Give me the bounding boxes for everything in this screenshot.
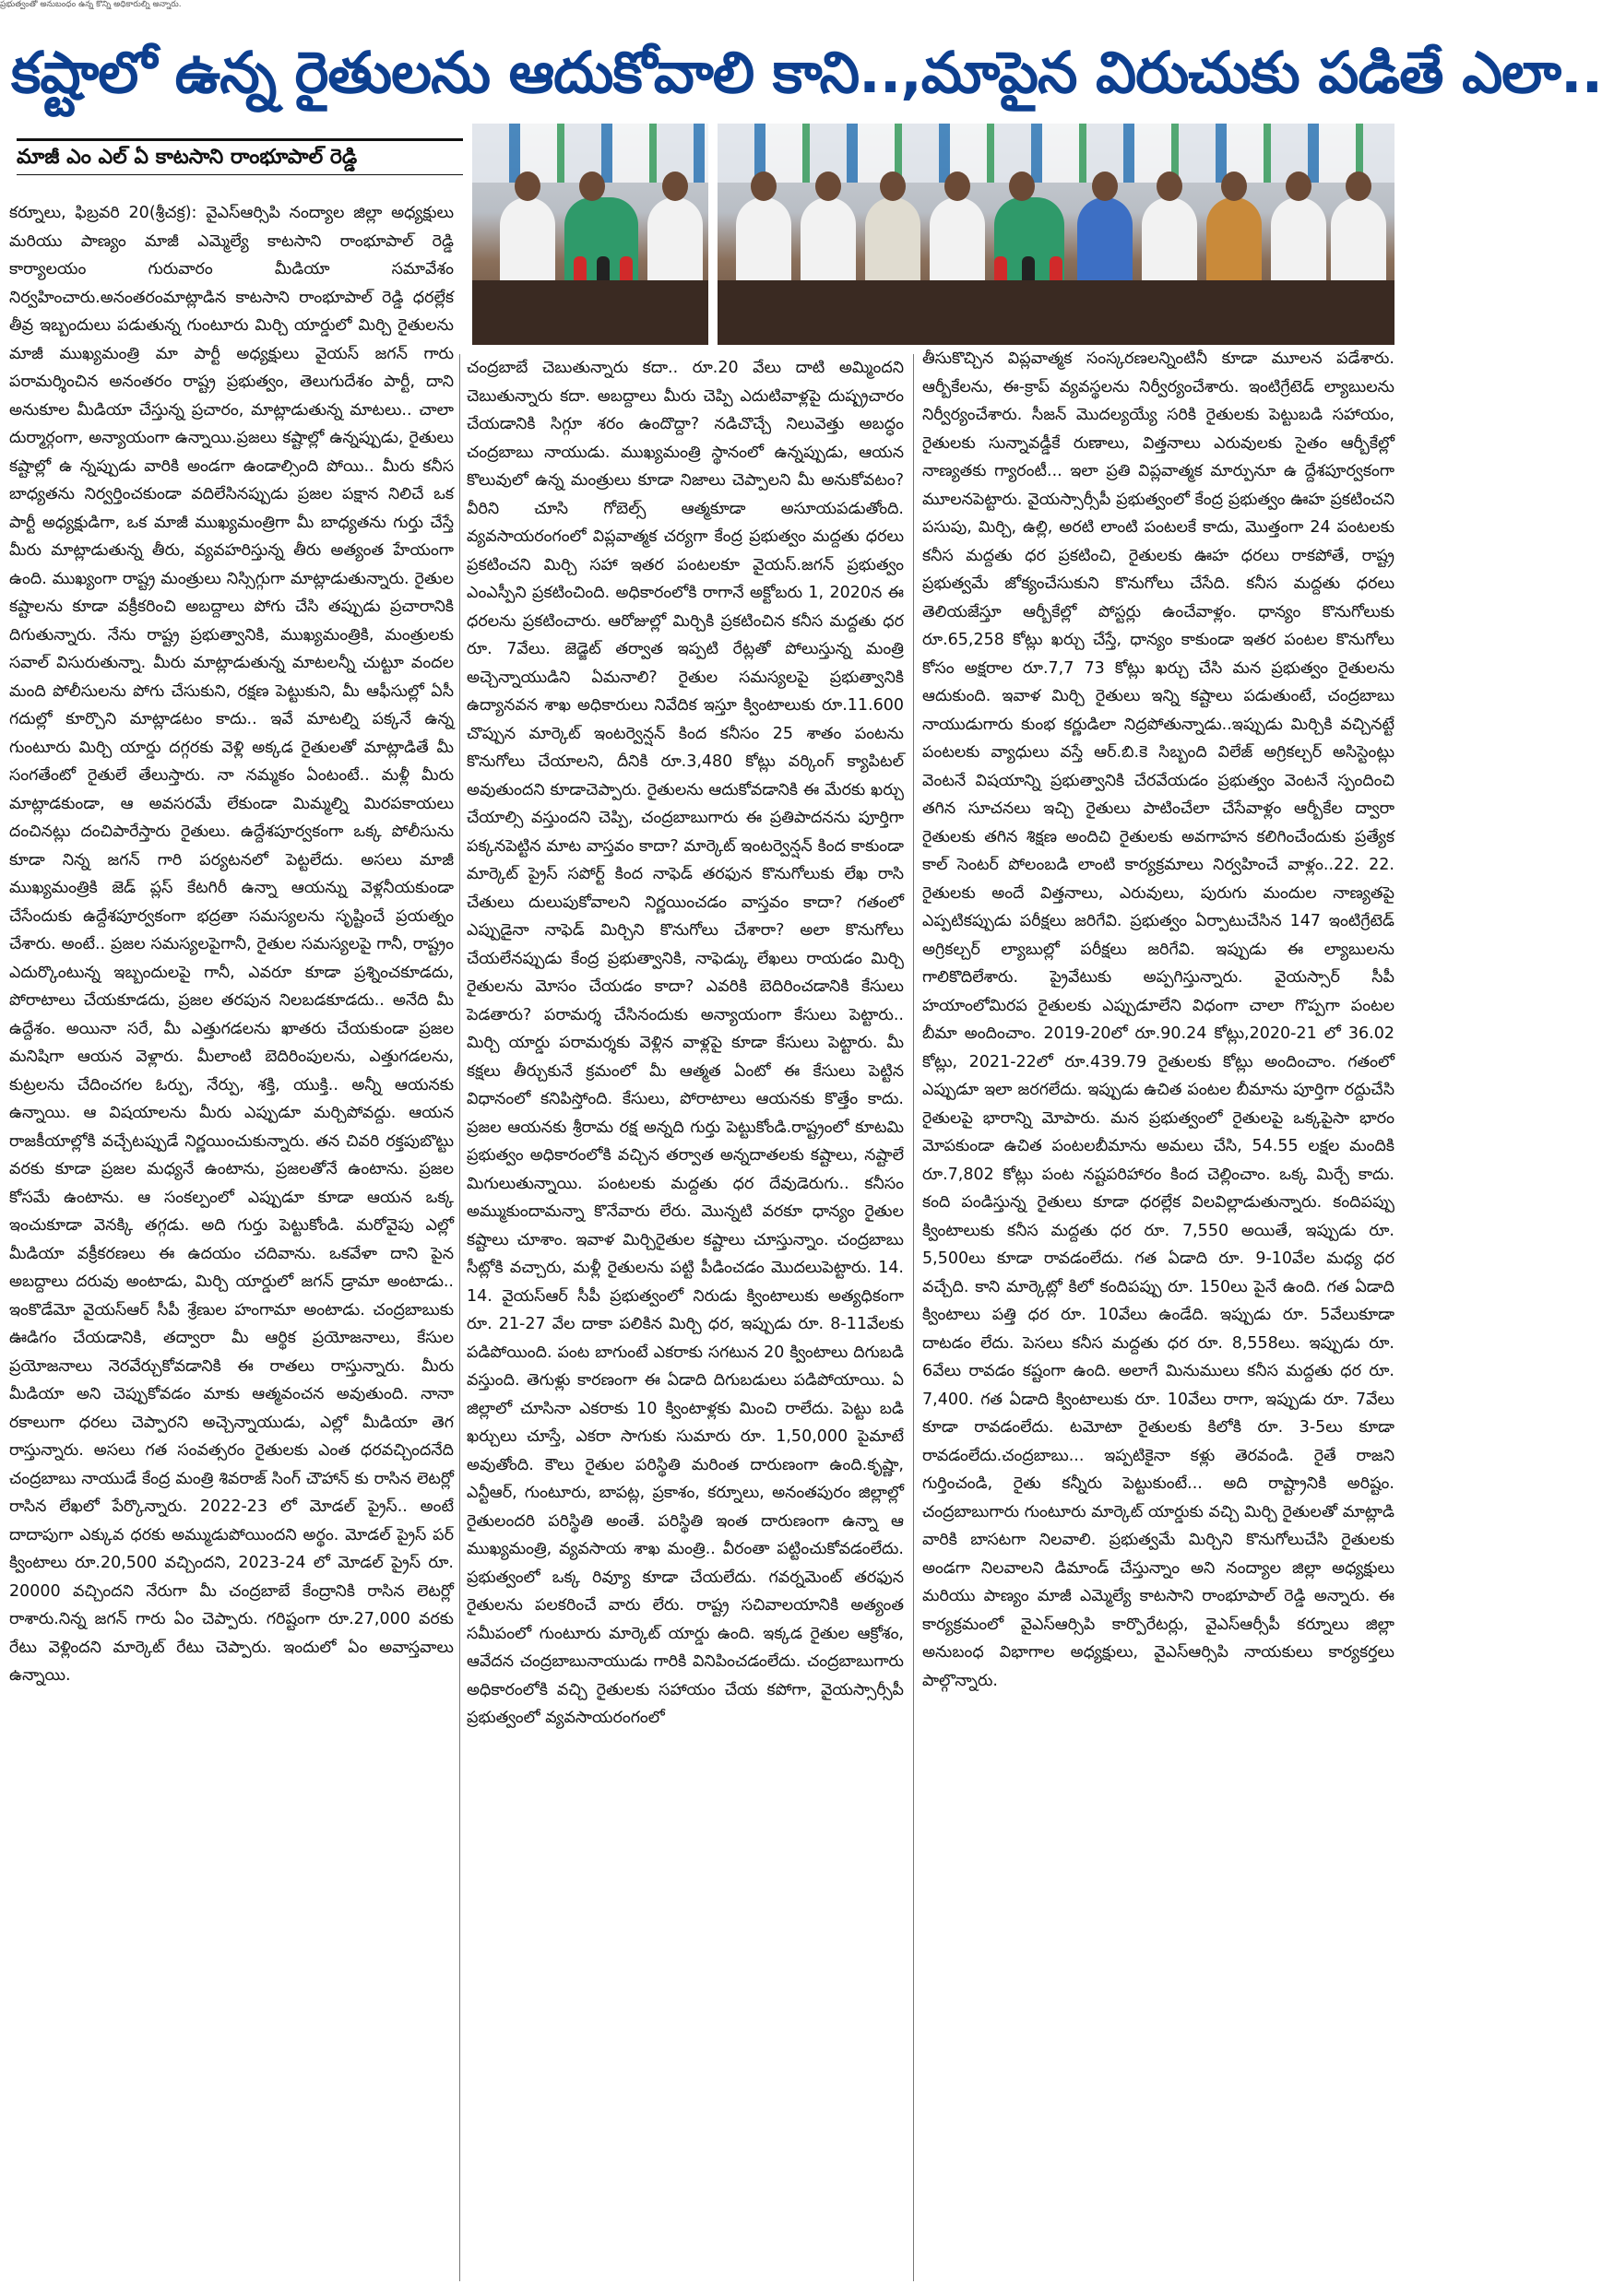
column-divider: [459, 354, 460, 2281]
press-meet-photo-wide: [718, 124, 1394, 345]
article-byline: మాజీ ఎం ఎల్ ఏ కాటసాని రాంభూపాల్ రెడ్డి: [17, 138, 463, 175]
press-meet-photo-closeup: [472, 124, 708, 345]
column-divider: [913, 354, 914, 2281]
article-column-1: కర్నూలు, ఫిబ్రవరి 20(శ్రీచక్ర): వైఎస్ఆర్సిపి నంద్యాల జిల్లా అధ్యక్షులు మరియు పాణ్యం మాజీ ఎమ్మెల్యే కాటసాని రాంభూపాల్ రెడ్డి కార్యాలయం గురువారం మీడియా సమావేశం నిర్వహించారు.అనంతరంమాట్లాడిన కాటసాని రాంభూపాల్ రెడ్డి ధరల్లేక తీవ్ర ఇబ్బందులు పడుతున్న గుంటూరు మిర్చి యార్డులో మిర్చి రైతులను మాజీ ముఖ్యమంత్రి మా పార్టీ అధ్యక్షులు వైయస్ జగన్ గారు పరామర్శించిన అనంతరం రాష్ట్ర ప్రభుత్వం, తెలుగుదేశం పార్టీ, దాని అనుకూల మీడియా చేస్తున్న ప్రచారం, మాట్లాడుతున్న మాటలు.. చాలా దుర్మార్గంగా, అన్యాయంగా ఉన్నాయి.ప్రజలు కష్టాల్లో ఉన్నప్పుడు, రైతులు కష్టాల్లో ఉ న్నప్పుడు వారికి అండగా ఉండాల్సింది పోయి.. మీరు కనీస బాధ్యతను నిర్వర్తించకుండా వదిలేసినప్పుడు ప్రజల పక్షాన నిలిచే ఒక పార్టీ అధ్యక్షుడిగా, ఒక మాజీ ముఖ్యమంత్రిగా మీ బాధ్యతను గుర్తు చేస్తే మీరు మాట్లాడుతున్న తీరు, వ్యవహరిస్తున్న తీరు అత్యంత హేయంగా ఉంది. ముఖ్యంగా రాష్ట్ర మంత్రులు నిస్సిగ్గుగా మాట్లాడుతున్నారు. రైతుల కష్టాలను కూడా వక్రీకరించి అబద్దాలు పోగు చేసి తప్పుడు ప్రచారానికి దిగుతున్నారు. నేను రాష్ట్ర ప్రభుత్వానికి, ముఖ్యమంత్రికి, మంత్రులకు సవాల్ విసురుతున్నా. మీరు మాట్లాడుతున్న మాటలన్నీ చుట్టూ వందల మంది పోలీసులను పోగు చేసుకుని, రక్షణ పెట్టుకుని, మీ ఆఫీసుల్లో ఏసీ గదుల్లో కూర్చొని మాట్లాడటం కాదు.. ఇవే మాటల్ని పక్కనే ఉన్న గుంటూరు మిర్చి యార్డు దగ్గరకు వెళ్లి అక్కడ రైతులతో మాట్లాడితే మీ సంగతేంటో రైతులే తేలుస్తారు. నా నమ్మకం ఏంటంటే.. మళ్లీ మీరు మాట్లాడకుండా, ఆ అవసరమే లేకుండా మిమ్మల్ని మిరపకాయలు దంచినట్లు దంచిపారేస్తారు రైతులు. ఉద్దేశపూర్వకంగా ఒక్క పోలీసును కూడా నిన్న జగన్ గారి పర్యటనలో పెట్టలేదు. అసలు మాజీ ముఖ్యమంత్రికి జెడ్ ప్లస్ కేటగిరీ ఉన్నా ఆయన్ను వెళ్లనీయకుండా చేసేందుకు ఉద్దేశపూర్వకంగా భద్రతా సమస్యలను సృష్టించే ప్రయత్నం చేశారు. అంటే.. ప్రజల సమస్యలపైగానీ, రైతుల సమస్యలపై గానీ, రాష్ట్రం ఎదుర్కొంటున్న ఇబ్బందులపై గానీ, ఎవరూ కూడా ప్రశ్నించకూడదు, పోరాటాలు చేయకూడదు, ప్రజల తరపున నిలబడకూడదు.. అనేది మీ ఉద్దేశం. అయినా సరే, మీ ఎత్తుగడలను ఖాతరు చేయకుండా ప్రజల మనిషిగా ఆయన వెళ్లారు. మీలాంటి బెదిరింపులను, ఎత్తుగడలను, కుట్రలను చేదించగల ఓర్పు, నేర్పు, శక్తి, యుక్తి.. అన్నీ ఆయనకు ఉన్నాయి. ఆ విషయాలను మీరు ఎప్పుడూ మర్చిపోవద్దు. ఆయన రాజకీయాల్లోకి వచ్చేటప్పుడే నిర్ణయించుకున్నారు. తన చివరి రక్తపుబొట్టు వరకు కూడా ప్రజల మధ్యనే ఉంటాను, ప్రజలతోనే ఉంటాను. ప్రజల కోసమే ఉంటాను. ఆ సంకల్పంలో ఎప్పుడూ కూడా ఆయన ఒక్క ఇంచుకూడా వెనక్కి తగ్గడు. అది గుర్తు పెట్టుకోండి. మరోవైపు ఎల్లో మీడియా వక్రీకరణలు ఈ ఉదయం చదివాను. ఒకవేళా దాని పైన అబద్దాలు దరువు అంటాడు, మిర్చి యార్డులో జగన్ డ్రామా అంటాడు.. ఇంకొడేమో వైయస్ఆర్ సీపీ శ్రేణుల హంగామా అంటాడు. చంద్రబాబుకు ఊడిగం చేయడానికి, తద్వారా మీ ఆర్థిక ప్రయోజనాలు, కేసుల ప్రయోజనాలు నెరవేర్చుకోవడానికి ఈ రాతలు రాస్తున్నారు. మీరు మీడియా అని చెప్పుకోవడం మాకు ఆత్మవంచన అవుతుంది. నానా రకాలుగా ధరలు చెప్పారని అచ్చెన్నాయుడు, ఎల్లో మీడియా తెగ రాస్తున్నారు. అసలు గత సంవత్సరం రైతులకు ఎంత ధరవచ్చిందనేది చంద్రబాబు నాయుడే కేంద్ర మంత్రి శివరాజ్ సింగ్ చౌహాన్ కు రాసిన లెటర్లో రాసిన లేఖలో పేర్కొన్నారు. 2022-23 లో మోడల్ ప్రైస్.. అంటే దాదాపుగా ఎక్కువ ధరకు అమ్ముడుపోయిందని అర్థం. మోడల్ ప్రైస్ పర్ క్వింటాలు రూ.20,500 వచ్చిందని, 2023-24 లో మోడల్ ప్రైస్ రూ. 20000 వచ్చిందని నేరుగా మీ చంద్రబాబే కేంద్రానికి రాసిన లెటర్లో రాశారు.నిన్న జగన్ గారు ఏం చెప్పారు. గరిష్టంగా రూ.27,000 వరకు రేటు వెళ్లిందని మార్కెట్ రేటు చెప్పారు. ఇందులో ఏం అవాస్తవాలు ఉన్నాయి.: [9, 204, 454, 1685]
previous-article-tail: ప్రభుత్వంతో అనుబంధం ఉన్న కొన్ని అధికారుల్ని అన్నారు.: [0, 0, 182, 9]
article-column-2: చంద్రబాబే చెబుతున్నారు కదా.. రూ.20 వేలు దాటి అమ్మిందని చెబుతున్నారు కదా. అబద్దాలు మీరు చెప్పి ఎదుటివాళ్లపై దుష్ప్రచారం చేయడానికి సిగ్గూ శరం ఉందొద్దా? నడిచొచ్చే నిలువెత్తు అబద్ధం చంద్రబాబు నాయుడు. ముఖ్యమంత్రి స్థానంలో ఉన్నప్పుడు, ఆయన కొలువులో ఉన్న మంత్రులు కూడా నిజాలు చెప్పాలని మీ అనుకోవటం? వీరిని చూసి గోబెల్స్ ఆత్మకూడా అసూయపడుతోంది. వ్యవసాయరంగంలో విప్లవాత్మక చర్యగా కేంద్ర ప్రభుత్వం మద్దతు ధరలు ప్రకటించని మిర్చి సహా ఇతర పంటలకూ వైయస్.జగన్ ప్రభుత్వం ఎంఎస్పీని ప్రకటించింది. అధికారంలోకి రాగానే అక్టోబరు 1, 2020న ఈ ధరలను ప్రకటించారు. ఆరోజుల్లో మిర్చికి ప్రకటించిన కనీస మద్దతు ధర రూ. 7వేలు. జెడ్జెట్ తర్వాత ఇప్పటి రేట్లతో పోలుస్తున్న మంత్రి అచ్చెన్నాయుడిని ఏమనాలి? రైతుల సమస్యలపై ప్రభుత్వానికి ఉద్యానవన శాఖ అధికారులు నివేదిక ఇస్తూ క్వింటాలుకు రూ.11.600 చొప్పున మార్కెట్ ఇంటర్వెన్షన్ కింద కనీసం 25 శాతం పంటను కొనుగోలు చేయాలని, దీనికి రూ.3,480 కోట్లు వర్కింగ్ క్యాపిటల్ అవుతుందని కూడాచెప్పారు. రైతులను ఆదుకోవడానికి ఈ మేరకు ఖర్చు చేయాల్సి వస్తుందని చెప్పి, చంద్రబాబుగారు ఈ ప్రతిపాదనను పూర్తిగా పక్కనపెట్టిన మాట వాస్తవం కాదా? మార్కెట్ ఇంటర్వెన్షన్ కింద కాకుండా మార్కెట్ ప్రైస్ సపోర్ట్ కింద నాఫెడ్ తరఫున కొనుగోలుకు లేఖ రాసి చేతులు దులుపుకోవాలని నిర్ణయించడం వాస్తవం కాదా? గతంలో ఎప్పుడైనా నాఫెడ్ మిర్చిని కొనుగోలు చేశారా? అలా కొనుగోలు చేయలేనప్పుడు కేంద్ర ప్రభుత్వానికి, నాఫెడ్కు లేఖలు రాయడం మిర్చి రైతులను మోసం చేయడం కాదా? ఎవరికి బెదిరించడానికి కేసులు పెడతారు? పరామర్శ చేసినందుకు అన్యాయంగా కేసులు పెట్టారు.. మిర్చి యార్డు పరామర్శకు వెళ్లిన వాళ్లపై కూడా కేసులు పెట్టారు. మీ కక్షలు తీర్చుకునే క్రమంలో మీ ఆత్మత ఏంటో ఈ కేసులు పెట్టిన విధానంలో కనిపిస్తోంది. కేసులు, పోరాటాలు ఆయనకు కొత్తేం కాదు. ప్రజల ఆయనకు శ్రీరామ రక్ష అన్నది గుర్తు పెట్టుకోండి.రాష్ట్రంలో కూటమి ప్రభుత్వం అధికారంలోకి వచ్చిన తర్వాత అన్నదాతలకు కష్టాలు, నష్టాలే మిగులుతున్నాయి. పంటలకు మద్దతు ధర దేవుడెరుగు.. కనీసం అమ్ముకుందామన్నా కొనేవారు లేరు. మొన్నటి వరకూ ధాన్యం రైతుల కష్టాలు చూశాం. ఇవాళ మిర్చిరైతుల కష్టాలు చూస్తున్నాం. చంద్రబాబు సీట్లోకి వచ్చారు, మళ్లీ రైతులను పట్టి పీడించడం మొదలుపెట్టారు. 14. 14. వైయస్ఆర్ సీపీ ప్రభుత్వంలో నిరుడు క్వింటాలుకు అత్యధికంగా రూ. 21-27 వేల దాకా పలికిన మిర్చి ధర, ఇప్పుడు రూ. 8-11వేలకు పడిపోయింది. పంట బాగుంటే ఎకరాకు సగటున 20 క్వింటాలు దిగుబడి వస్తుంది. తెగుళ్లు కారణంగా ఈ ఏడాది దిగుబడులు పడిపోయాయి. ఏ జిల్లాలో చూసినా ఎకరాకు 10 క్వింటాళ్లకు మించి రాలేదు. పెట్టు బడి ఖర్చులు చూస్తే, ఎకరా సాగుకు సుమారు రూ. 1,50,000 పైమాటే అవుతోంది. కౌలు రైతుల పరిస్థితి మరింత దారుణంగా ఉంది.కృష్ణా, ఎన్టీఆర్, గుంటూరు, బాపట్ల, ప్రకాశం, కర్నూలు, అనంతపురం జిల్లాల్లో రైతులందరి పరిస్థితి అంతే. పరిస్థితి ఇంత దారుణంగా ఉన్నా ఆ ముఖ్యమంత్రి, వ్యవసాయ శాఖ మంత్రి.. వీరంతా పట్టించుకోవడంలేదు. ప్రభుత్వంలో ఒక్క రివ్యూ కూడా చేయలేదు. గవర్నమెంట్ తరఫున రైతులను పలకరించే వారు లేరు. రాష్ట్ర సచివాలయానికి అత్యంత సమీపంలో గుంటూరు మార్కెట్ యార్డు ఉంది. ఇక్కడ రైతుల ఆక్రోశం, ఆవేదన చంద్రబాబునాయుడు గారికి వినిపించడంలేదు. చంద్రబాబుగారు అధికారంలోకి వచ్చి రైతులకు సహాయం చేయ కపోగా, వైయస్సార్సీపీ ప్రభుత్వంలో వ్యవసాయరంగంలో: [467, 359, 904, 1727]
article-column-3: తీసుకొచ్చిన విప్లవాత్మక సంస్కరణలన్నింటినీ కూడా మూలన పడేశారు. ఆర్బీకేలను, ఈ-క్రాప్ వ్యవస్థలను నిర్వీర్యంచేశారు. ఇంటిగ్రేటెడ్ ల్యాబులను నిర్వీర్యంచేశారు. సీజన్ మొదల్యయ్యే సరికి రైతులకు పెట్టుబడి సహాయం, రైతులకు సున్నావడ్డీకే రుణాలు, విత్తనాలు ఎరువులకు సైతం ఆర్బీకేల్లో నాణ్యతకు గ్యారంటీ... ఇలా ప్రతి విప్లవాత్మక మార్పునూ ఉ ద్దేశపూర్వకంగా మూలనపెట్టారు. వైయస్సార్సీపీ ప్రభుత్వంలో కేంద్ర ప్రభుత్వం ఊహ ప్రకటించని పసుపు, మిర్చి, ఉల్లి, అరటి లాంటి పంటలకే కాదు, మొత్తంగా 24 పంటలకు కనీస మద్దతు ధర ప్రకటించి, రైతులకు ఊహ ధరలు రాకపోతే, రాష్ట్ర ప్రభుత్వమే జోక్యంచేసుకుని కొనుగోలు చేసేది. కనీస మద్దతు ధరలు తెలియజేస్తూ ఆర్బీకేల్లో పోస్టర్లు ఉంచేవాళ్లం. ధాన్యం కొనుగోలుకు రూ.65,258 కోట్లు ఖర్చు చేస్తే, ధాన్యం కాకుండా ఇతర పంటల కొనుగోలు కోసం అక్షరాల రూ.7,7 73 కోట్లు ఖర్చు చేసి మన ప్రభుత్వం రైతులను ఆదుకుంది. ఇవాళ మిర్చి రైతులు ఇన్ని కష్టాలు పడుతుంటే, చంద్రబాబు నాయుడుగారు కుంభ కర్ణుడిలా నిద్రపోతున్నాడు..ఇప్పుడు మిర్చికి వచ్చినట్టే పంటలకు వ్యాధులు వస్తే ఆర్.బి.కె సిబ్బంది విలేజ్ అగ్రికల్చర్ అసిస్టెంట్లు వెంటనే విషయాన్ని ప్రభుత్వానికి చేరవేయడం ప్రభుత్వం వెంటనే స్పందించి తగిన సూచనలు ఇచ్చి రైతులు పాటించేలా చేసేవాళ్లం ఆర్బీకేల ద్వారా రైతులకు తగిన శిక్షణ అందిచి రైతులకు అవగాహన కలిగించేందుకు ప్రత్యేక కాల్ సెంటర్ పోలంబడి లాంటి కార్యక్రమాలు నిర్వహించే వాళ్లం..22. 22. రైతులకు అందే విత్తనాలు, ఎరువులు, పురుగు మందుల నాణ్యతపై ఎప్పటికప్పుడు పరీక్షలు జరిగేవి. ప్రభుత్వం ఏర్పాటుచేసిన 147 ఇంటిగ్రేటెడ్ అగ్రికల్చర్ ల్యాబుల్లో పరీక్షలు జరిగేవి. ఇప్పుడు ఈ ల్యాబులను గాలికొదిలేశారు. ప్రైవేటుకు అప్పగిస్తున్నారు. వైయస్సార్ సీపీ హయాంలోమిరప రైతులకు ఎప్పుడూలేని విధంగా చాలా గొప్పగా పంటల బీమా అందించాం. 2019-20లో రూ.90.24 కోట్లు,2020-21 లో 36.02 కోట్లు, 2021-22లో రూ.439.79 రైతులకు కోట్లు అందించాం. గతంలో ఎప్పుడూ ఇలా జరగలేదు. ఇప్పుడు ఉచిత పంటల బీమాను పూర్తిగా రద్దుచేసి రైతులపై భారాన్ని మోపారు. మన ప్రభుత్వంలో రైతులపై ఒక్కపైసా భారం మోపకుండా ఉచిత పంటలబీమాను అమలు చేసి, 54.55 లక్షల మందికి రూ.7,802 కోట్లు పంట నష్టపరిహారం కింద చెల్లించాం. ఒక్క మిర్చే కాదు. కంది పండిస్తున్న రైతులు కూడా ధరల్లేక విలవిల్లాడుతున్నారు. కందిపప్పు క్వింటాలుకు కనీస మద్దతు ధర రూ. 7,550 అయితే, ఇప్పుడు రూ. 5,500లు కూడా రావడంలేదు. గత ఏడాది రూ. 9-10వేల మధ్య ధర వచ్చేది. కాని మార్కెట్లో కిలో కందిపప్పు రూ. 150లు పైనే ఉంది. గత ఏడాది క్వింటాలు పత్తి ధర రూ. 10వేలు ఉండేది. ఇప్పుడు రూ. 5వేలుకూడా దాటడం లేదు. పెసలు కనీస మద్దతు ధర రూ. 8,558లు. ఇప్పుడు రూ. 6వేలు రావడం కష్టంగా ఉంది. అలాగే మినుములు కనీస మద్దతు ధర రూ. 7,400. గత ఏడాది క్వింటాలుకు రూ. 10వేలు రాగా, ఇప్పుడు రూ. 7వేలు కూడా రావడంలేదు. టమోటా రైతులకు కిలోకి రూ. 3-5లు కూడా రావడంలేదు.చంద్రబాబు... ఇప్పటికైనా కళ్లు తెరవండి. రైతే రాజని గుర్తించండి, రైతు కన్నీరు పెట్టుకుంటే... అది రాష్ట్రానికి అరిష్టం. చంద్రబాబుగారు గుంటూరు మార్కెట్ యార్డుకు వచ్చి మిర్చి రైతులతో మాట్లాడి వారికి బాసటగా నిలవాలి. ప్రభుత్వమే మిర్చిని కొనుగోలుచేసి రైతులకు అండగా నిలవాలని డిమాండ్ చేస్తున్నాం అని నంద్యాల జిల్లా అధ్యక్షులు మరియు పాణ్యం మాజీ ఎమ్మెల్యే కాటసాని రాంభూపాల్ రెడ్డి అన్నారు. ఈ కార్యక్రమంలో వైఎస్ఆర్సిపి కార్పొరేటర్లు, వైఎస్ఆర్సీపీ కర్నూలు జిల్లా అనుబంధ విభాగాల అధ్యక్షులు, వైఎస్ఆర్సిపి నాయకులు కార్యకర్తలు పాల్గొన్నారు.: [922, 349, 1394, 1690]
article-headline: కష్టాలో ఉన్న రైతులను ఆదుకోవాలి కాని..,మాపైన విరుచుకు పడితే ఎలా..: [11, 39, 1602, 106]
